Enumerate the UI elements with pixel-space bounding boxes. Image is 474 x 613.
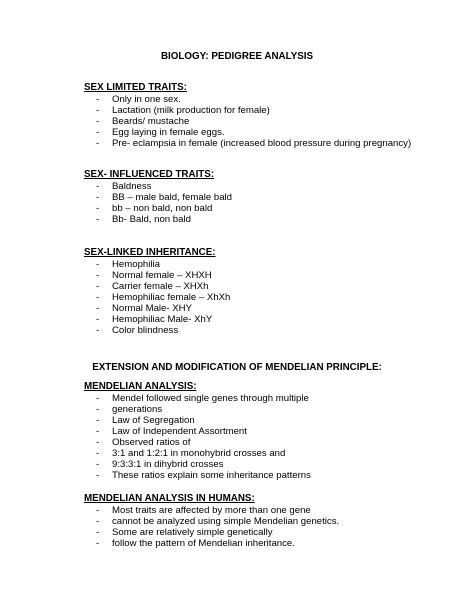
list-item: -cannot be analyzed using simple Mendelian genetics. [96, 516, 340, 527]
list-item: - Bb- Bald, non bald [96, 214, 191, 225]
list-item: - Hemophiliac Male- XhY [96, 314, 213, 325]
list-item: - 3:1 and 1:2:1 in monohybrid crosses and [96, 448, 286, 459]
section-heading-sex-influenced: SEX- INFLUENCED TRAITS: [84, 169, 215, 180]
list-item: - Normal Male- XHY [96, 303, 192, 314]
section-heading-sex-limited: SEX LIMITED TRAITS: [84, 82, 187, 93]
list-item: - Lactation (milk production for female) [96, 105, 270, 116]
list-item: - 9:3:3:1 in dihybrid crosses [96, 459, 224, 470]
list-item: -Law of Independent Assortment [96, 426, 247, 437]
section-heading-sex-linked: SEX-LINKED INHERITANCE: [84, 247, 216, 258]
section-title-extension: EXTENSION AND MODIFICATION OF MENDELIAN PRINCIPLE: [92, 362, 382, 373]
list-item: - Mendel followed single genes through multiple [96, 393, 309, 404]
list-item: - Carrier female – XHXh [96, 281, 209, 292]
section-heading-mendelian-analysis: MENDELIAN ANALYSIS: [84, 381, 197, 392]
list-item: - generations [96, 404, 163, 415]
page-title: BIOLOGY: PEDIGREE ANALYSIS [160, 51, 314, 62]
section-heading-mendelian-humans: MENDELIAN ANALYSIS IN HUMANS: [84, 493, 255, 504]
list-item: - Color blindness [96, 325, 179, 336]
list-item: - Most traits are affected by more than one gene [96, 505, 311, 516]
list-item: - Only in one sex. [96, 94, 181, 105]
list-item: - Pre- eclampsia in female (increased blood pressure during pregnancy) [96, 138, 412, 149]
list-item: - Egg laying in female eggs. [96, 127, 225, 138]
list-item: - Normal female – XHXH [96, 270, 212, 281]
list-item: - Observed ratios of [96, 437, 191, 448]
list-item: -Law of Segregation [96, 415, 195, 426]
list-item: - Beards/ mustache [96, 116, 190, 127]
list-item: -follow the pattern of Mendelian inheritance. [96, 538, 295, 549]
list-item: - Hemophilia [96, 259, 160, 270]
list-item: - Hemophiliac female – XhXh [96, 292, 231, 303]
list-item: - Baldness [96, 181, 152, 192]
list-item: - BB – male bald, female bald [96, 192, 232, 203]
list-item: - Some are relatively simple genetically [96, 527, 273, 538]
list-item: - These ratios explain some inheritance patterns [96, 470, 311, 481]
list-item: - bb – non bald, non bald [96, 203, 213, 214]
